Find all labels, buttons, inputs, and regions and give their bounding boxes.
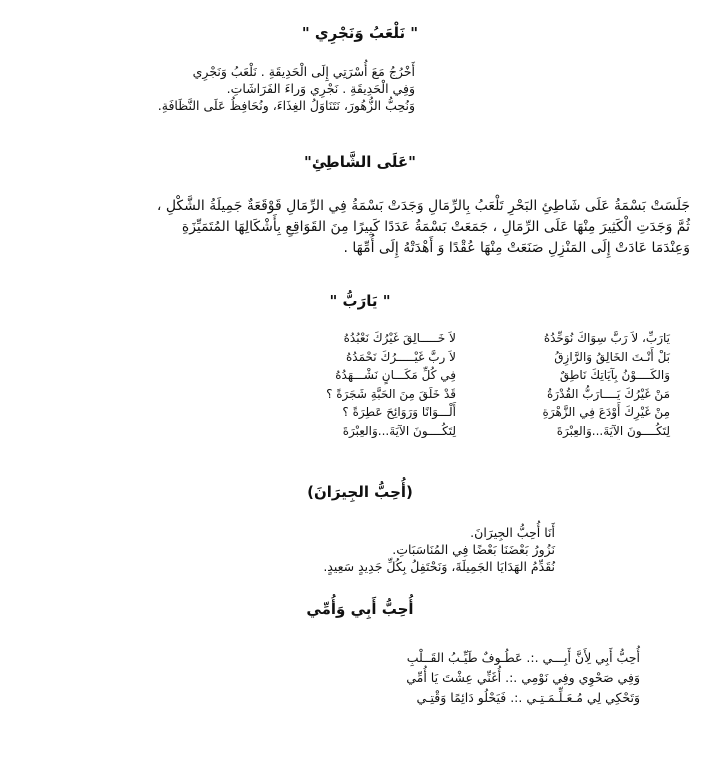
poem1-line-3: وَنُحِبُّ الزُّهُورَ، نَتَنَاوَلُ الغِذَاءَ، ونُحَافِظُ عَلَى النَّظَافَةِ.	[157, 98, 415, 113]
poem2-right-line-1: يَارَبِّ، لاَ رَبَّ سِوَاكَ نُوَحِّدُهُ	[543, 331, 670, 345]
poem4-line-3: وَتَحْكِي لِي مُـعَـلِّـمَـتِـي .:. فَيَحْلُو دَائِمًا وَقْتِـي	[416, 690, 640, 705]
poem2-left-line-6: لِتَكُــــونَ الآيَةَ...وَالعِبْرَةَ	[342, 423, 456, 438]
poem2-title: " يَارَبُّ "	[329, 292, 391, 310]
poem4-body	[300, 648, 640, 708]
poem2-right-line-2: بَلْ أَنْـتَ الخَالِقُ وَالرَّازِقُ	[554, 349, 670, 364]
poem2-left-line-5: أَلْـــوَانًا وَرَوَائِحَ عَطِرَةً ؟	[342, 405, 456, 419]
story-line-3: وَعِنْدَمَا عَادَتْ إِلَى المَنْزِلِ صَنَعَتْ مِنْهَا عُقْدًا وَ أَهْدَتْهُ إِلَى أُمِّهَا .	[343, 240, 690, 256]
poem2-right-line-4: مَنْ غَيْرُكَ يَــــارَبُّ القُدْرَةُ	[546, 386, 670, 401]
story-line-2: ثُمَّ وَجَدَتِ الْكَثِيرَ مِنْهَا عَلَى الرِّمَالِ ، جَمَعَتْ بَسْمَةُ عَدَدًا كَبِيرًا مِنَ القَوَاقِعِ بِأَشْكَالِهَا المُتَمَيِّزَةِ	[181, 219, 690, 235]
story-line-1: جَلَسَتْ بَسْمَةُ عَلَى شَاطِئِ البَحْرِ تَلْعَبُ بِالرِّمَالِ وَجَدَتْ بَسْمَةُ فِي الرِّمَالِ قَوْقَعَةٌ جَمِيلَةُ الشَّكْلِ ،	[156, 198, 690, 214]
poem2-left-line-1: لاَ خَـــــالِقَ غَيْرُكَ نَعْبُدُهُ	[343, 331, 456, 345]
poem1-title: " نَلْعَبُ وَنَجْرِي "	[301, 24, 419, 42]
poem1-line-1: أَخْرُجُ مَعَ أُسْرَتِي إِلَى الْحَدِيقَةِ . نَلْعَبُ وَنَجْرِي	[192, 64, 415, 79]
poem3-line-3: نُقَدِّمُ الهَدَايَا الجَمِيلَةَ، وَنَحْتَفِلُ بِكُلِّ جَدِيدٍ سَعِيدٍ.	[323, 559, 555, 574]
poem3-line-1: أَنَا أُحِبُّ الجِيرَانَ.	[470, 525, 555, 540]
poem2-left-column	[290, 329, 456, 440]
poem3-body	[323, 524, 555, 575]
story-title: "عَلَى الشَّاطِئِ"	[304, 153, 416, 171]
poem2-right-line-6: لِتَكُــــونَ الآيَةَ...وَالعِبْرَةَ	[556, 423, 670, 438]
story-body	[20, 196, 690, 259]
poem1-line-2: وَفِي الْحَدِيقَةِ . نَجْرِي وَراءَ الفَرَاشَاتِ.	[226, 81, 415, 96]
poem2-right-line-3: وَالكَــــوْنُ بِآيَاتِكَ نَاطِقٌ	[559, 368, 670, 382]
poem3-title: (أُحِبُّ الجِيرَانَ)	[307, 483, 413, 501]
poem2-left-line-2: لاَ ربَّ غَيْـــــرُكَ نَحْمَدُهُ	[346, 349, 456, 364]
poem2-right-column	[480, 329, 670, 440]
poem4-title: أُحِبُّ أَبِي وَأُمِّي	[306, 600, 414, 618]
poem2-left-line-4: قَدْ خَلَقَ مِنَ الحَبَّةِ شَجَرَةً ؟	[326, 386, 456, 401]
poem2-left-line-3: فِي كُلِّ مَكَـــانٍ نَشْـــهَدُهُ	[335, 368, 456, 382]
poem4-line-1: أُحِبُّ أَبِي لِأَنَّ أَبِـــي .:. عَطُـوفٌ طَيِّـبُ القَــلْبِ	[406, 650, 640, 665]
poem1-body	[157, 63, 415, 114]
poem3-line-2: نَزُورُ بَعْضَنَا بَعْضًا فِي المُنَاسَبَاتِ.	[392, 542, 555, 557]
poem4-line-2: وَفِي صَحْوِي وفِي نَوْمِي .:. أُغَنِّي عِشْتَ يَا أُمِّي	[406, 670, 640, 685]
poem2-right-line-5: مِنْ غَيْرِكَ أَوْدَعَ فِي الزَّهْرَةِ	[542, 405, 670, 419]
